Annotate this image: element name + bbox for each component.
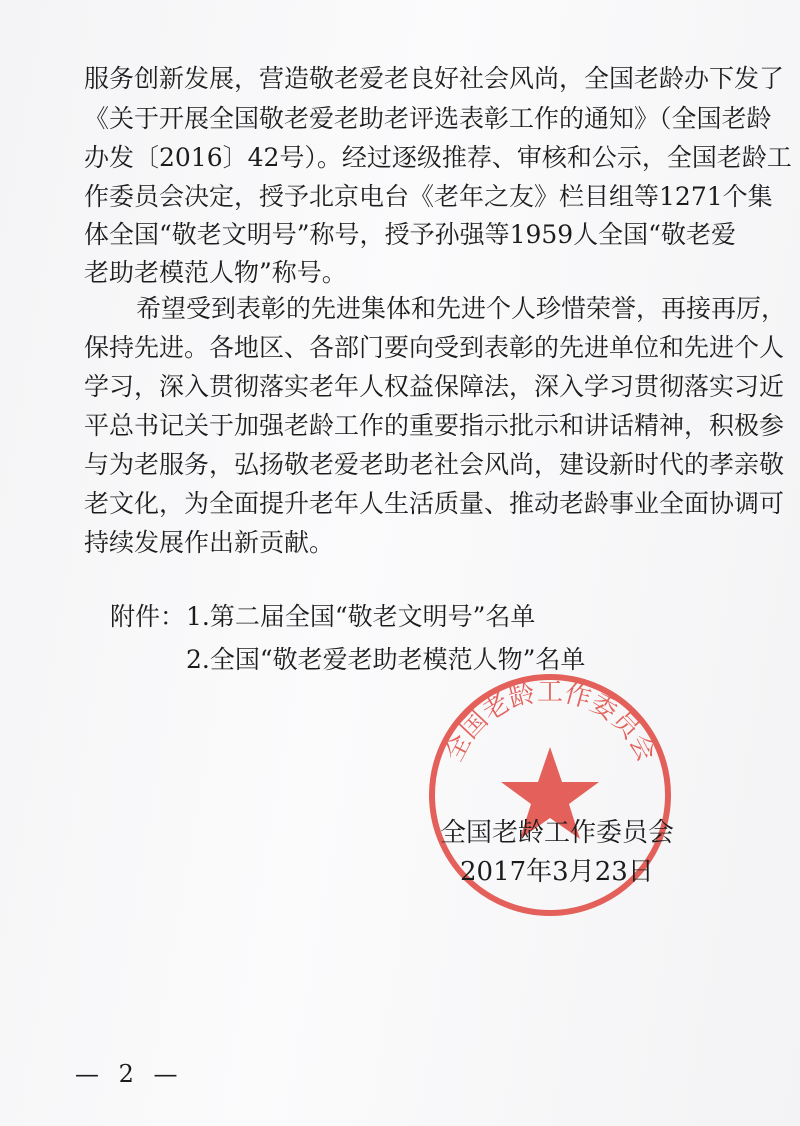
body-line: 老文化，为全面提升老年人生活质量、推动老龄事业全面协调可 (84, 489, 785, 518)
attachment-item: 1.第二届全国“敬老文明号”名单 (186, 602, 536, 631)
body-line: 《关于开展全国敬老爱老助老评选表彰工作的通知》（全国老龄 (84, 104, 772, 133)
body-line: 持续发展作出新贡献。 (84, 528, 335, 557)
body-line: 老助老模范人物”称号。 (84, 258, 347, 287)
body-line: 学习，深入贯彻落实老年人权益保障法，深入学习贯彻落实习近 (84, 372, 785, 401)
body-line: 作委员会决定，授予北京电台《老年之友》栏目组等1271个集 (84, 182, 773, 211)
body-line: 保持先进。各地区、各部门要向受到表彰的先进单位和先进个人 (84, 333, 785, 362)
signature-organization: 全国老龄工作委员会 (440, 818, 675, 848)
page-number: — 2 — (75, 1060, 184, 1088)
signature-date: 2017年3月23日 (460, 857, 654, 887)
seal-text: 全国老龄工作委员会 (438, 677, 662, 767)
body-line: 希望受到表彰的先进集体和先进个人珍惜荣誉，再接再厉， (136, 294, 787, 323)
body-line: 办发〔2016〕42号）。经过逐级推荐、审核和公示，全国老龄工 (84, 143, 792, 172)
body-line: 与为老服务，弘扬敬老爱老助老社会风尚，建设新时代的孝亲敬 (84, 450, 785, 479)
attachments-label: 附件： (110, 602, 186, 631)
body-line: 平总书记关于加强老龄工作的重要指示批示和讲话精神，积极参 (84, 411, 785, 440)
body-line: 体全国“敬老文明号”称号，授予孙强等1959人全国“敬老爱 (84, 220, 736, 249)
body-line: 服务创新发展，营造敬老爱老良好社会风尚，全国老龄办下发了 (84, 64, 785, 93)
attachment-item: 2.全国“敬老爱老助老模范人物”名单 (186, 645, 586, 674)
